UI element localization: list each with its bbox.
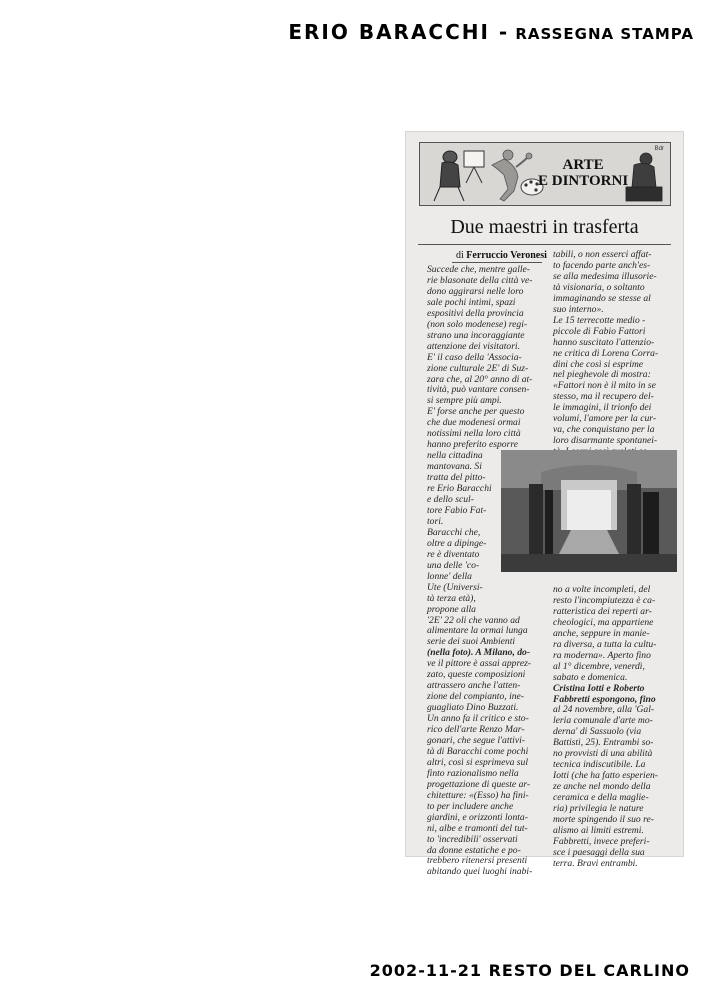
article-line: hanno preferito esporre — [427, 439, 518, 451]
article-line: propone alla — [427, 603, 476, 615]
article-line: mantovana. Si — [427, 461, 482, 473]
article-line: giardini, e orizzonti lonta- — [427, 811, 528, 823]
article-line: E' forse anche per questo — [427, 406, 525, 418]
article-line: E' il caso della 'Associa- — [427, 351, 522, 363]
article-line: cheologici, ma appartiene — [553, 616, 654, 628]
article-line: attrassero anche l'atten- — [427, 680, 521, 692]
article-line: morte spingendo il suo re- — [553, 814, 654, 826]
article-line: oltre a dipinge- — [427, 537, 487, 549]
article-line: tori. — [427, 515, 444, 527]
article-line: anche, seppure in manie- — [553, 627, 650, 639]
article-line: ze anche nel mondo della — [553, 781, 651, 793]
article-line: dono aggirarsi nelle loro — [427, 285, 524, 297]
article-line: hanno suscitato l'attenzio- — [553, 336, 655, 348]
article-line: va, che conquistano per la — [553, 424, 655, 436]
painter-figure-icon — [434, 151, 484, 201]
header-subtitle: RASSEGNA STAMPA — [515, 25, 694, 43]
article-line: zato, queste composizioni — [427, 669, 526, 681]
article-line: ni, albe e tramonti del tut- — [427, 822, 528, 834]
article-line: al 1° dicembre, venerdì, — [553, 660, 645, 672]
article-line: e dello scul- — [427, 494, 474, 506]
banner-signature: Bdr — [654, 146, 664, 152]
article-line: da donne estatiche e po- — [427, 844, 521, 856]
article-line: al 24 novembre, alla 'Gal- — [553, 704, 655, 716]
article-line: terra. Bravi entrambi. — [553, 857, 638, 869]
article-line: rico dell'arte Renzo Mar- — [427, 724, 525, 736]
article-line: sabato e domenica. — [553, 671, 628, 683]
article-line: serie dei suoi Ambienti — [427, 636, 516, 648]
article-line: strano una incoraggiante — [427, 329, 525, 341]
article-line: sale pochi intimi, spazi — [427, 296, 516, 308]
article-line: dini che così si esprime — [553, 358, 644, 370]
article-line: gonari, che segue l'attivi- — [427, 734, 525, 746]
section-title-line-2: E DINTORNI — [538, 173, 629, 189]
section-title — [538, 157, 628, 189]
article-line: derna' di Sassuolo (via — [553, 726, 642, 738]
article-line: «Fattori non è il mito in se — [553, 380, 656, 392]
byline-rule — [452, 262, 542, 263]
article-line: to 'incredibili' osservati — [427, 833, 518, 845]
archive-header — [288, 20, 694, 44]
column-2-bottom — [553, 585, 679, 870]
article-line: si sempre più ampi. — [427, 395, 502, 407]
article-line: nel pieghevole di mostra: — [553, 369, 651, 381]
article-line: ve il pittore è assai apprez- — [427, 658, 532, 670]
newspaper-clipping — [406, 132, 683, 878]
article-line: (nella foto). A Milano, do- — [427, 647, 531, 659]
article-line: (non solo modenese) regi- — [427, 318, 528, 330]
article-line: ceramica e della maglie- — [553, 792, 649, 804]
article-line: guagliato Dino Buzzati. — [427, 702, 519, 714]
article-line: ne critica di Lorena Corra- — [553, 347, 659, 359]
article-line: tà di Baracchi come pochi — [427, 745, 529, 757]
article-line: ratteristica dei reperti ar- — [553, 605, 652, 617]
article-line: Le 15 terrecotte medio - — [553, 314, 646, 326]
article-line: nella cittadina — [427, 450, 483, 462]
article-line: Cristina Iotti e Roberto — [553, 682, 645, 694]
article-line: attenzione dei visitatori. — [427, 340, 520, 352]
article-line: progettazione di queste ar- — [427, 778, 531, 790]
article-line: stesso, ma il recupero del- — [553, 391, 654, 403]
article-line: chitetture: «(Esso) ha fini- — [427, 789, 529, 801]
byline — [456, 250, 547, 261]
article-line: Un anno fa il critico e sto- — [427, 713, 529, 725]
article-line: alimentare la ormai lunga — [427, 625, 528, 637]
section-banner — [419, 142, 671, 206]
article-line: che due modenesi ormai — [427, 417, 521, 429]
article-line: ra moderna». Aperto fino — [553, 649, 651, 661]
byline-prefix: di — [456, 250, 464, 261]
header-name: ERIO BARACCHI - — [288, 20, 510, 44]
article-line: volumi, l'amore per la cur- — [553, 413, 657, 425]
article-line: tabili, o non esserci affat- — [553, 249, 652, 260]
article-line: no a volte incompleti, del — [553, 584, 651, 595]
article-line: leria comunale d'arte mo- — [553, 715, 653, 727]
ambienti-painting-image — [501, 450, 677, 572]
article-line: immaginando se stesse al — [553, 292, 651, 304]
article-line: Succede che, mentre galle- — [427, 264, 530, 275]
article-line: re è diventato — [427, 548, 480, 560]
article-line: no provvisti di una abilità — [553, 748, 653, 760]
article-line: tività, può vantare consen- — [427, 384, 530, 396]
article-line: tore Fabio Fat- — [427, 504, 487, 516]
article-line: Ute (Universi- — [427, 581, 483, 593]
article-line: espositivi della provincia — [427, 307, 524, 319]
article-line: to per includere anche — [427, 800, 514, 812]
article-line: Iotti (che ha fatto esperien- — [553, 770, 658, 782]
article-line: zione culturale 2E' di Suz- — [427, 362, 529, 374]
article-line: re Erio Baracchi — [427, 483, 492, 495]
article-line: tà visionaria, o soltanto — [553, 281, 645, 293]
article-line: resto l'incompiutezza è ca- — [553, 594, 656, 606]
article-line: tà terza età), — [427, 592, 476, 604]
article-line: rie blasonate della città ve- — [427, 274, 533, 286]
article-line: finto razionalismo nella — [427, 767, 519, 779]
article-line: lonne' della — [427, 570, 472, 582]
article-line: Fabbretti, invece preferi- — [553, 835, 650, 847]
article-line: '2E' 22 oli che vanno ad — [427, 614, 520, 626]
article-line: alismo ai limiti estremi. — [553, 824, 644, 836]
article-line: zione del compianto, ine- — [427, 691, 524, 703]
article-line: notissimi nella loro città — [427, 428, 521, 440]
article-line: Baracchi che, — [427, 526, 481, 538]
article-line: piccole di Fabio Fattori — [553, 325, 646, 337]
article-line: le immagini, il trionfo dei — [553, 402, 652, 414]
article-line: altri, così si esprimeva sul — [427, 756, 528, 768]
headline-rule — [418, 244, 671, 245]
article-line: ria) privilegia le nature — [553, 803, 644, 815]
article-line: se alla medesima illusorie- — [553, 270, 657, 282]
thinker-statue-icon — [626, 153, 662, 201]
article-line: loro disarmante spontanei- — [553, 435, 658, 447]
article-line: Battisti, 25). Entrambi so- — [553, 737, 654, 749]
article-line: tratta del pitto- — [427, 472, 486, 484]
article-headline: Due maestri in trasferta — [450, 216, 639, 238]
article-line: Fabbretti espongono, fino — [553, 693, 656, 705]
column-2-top — [553, 250, 679, 458]
article-line: tecnica indiscutibile. La — [553, 759, 646, 771]
article-line: to facendo parte anch'es- — [553, 259, 651, 271]
artwork-photo — [501, 450, 677, 572]
article-line: ra diversa, a tutta la cultu- — [553, 638, 657, 650]
article-line: suo interno». — [553, 303, 604, 315]
article-line: trebbero ritenersi presenti — [427, 855, 528, 867]
byline-author: Ferruccio Veronesi — [466, 250, 547, 261]
article-line: abitando quei luoghi inabi- — [427, 866, 533, 878]
article-line: zara che, al 20° anno di at- — [427, 373, 533, 385]
archive-footer-source: 2002-11-21 RESTO DEL CARLINO — [369, 961, 690, 980]
article-line: sce i paesaggi della sua — [553, 846, 645, 858]
section-title-line-1: ARTE — [562, 157, 604, 173]
article-line: una delle 'co- — [427, 559, 480, 571]
